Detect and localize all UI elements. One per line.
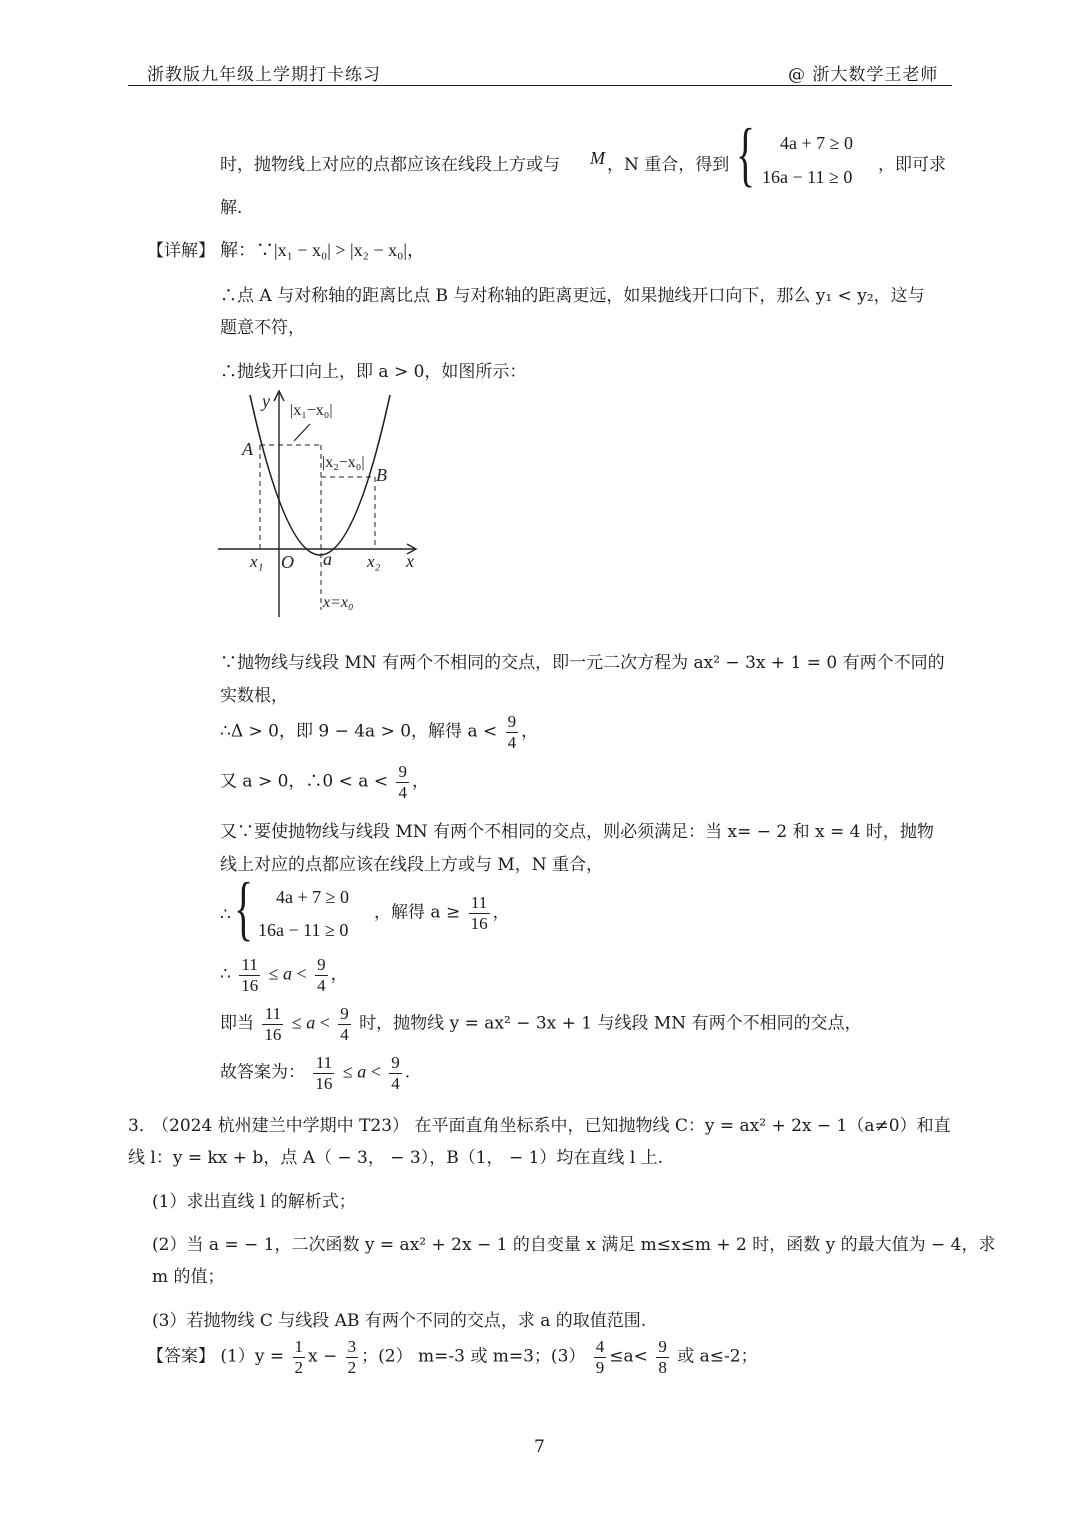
detail-tag: 【详解】 (147, 241, 215, 261)
sol-line4a: 又∵要使抛物线与线段 MN 有两个不相同的交点，则必须满足：当 x= − 2 和 x = 4 时，抛物 (220, 822, 934, 842)
header-left: 浙教版九年级上学期打卡练习 (147, 65, 381, 85)
brace-1: { (736, 114, 756, 194)
sol-line1b: 实数根， (220, 686, 288, 706)
problem3-number: 3． (128, 1116, 156, 1136)
detail-line1: 解：∵|x₁ − x₀| > |x₂ − x₀|， (220, 240, 425, 260)
sol-line2: ∴Δ > 0，即 9 − 4a > 0，解得 a < $\frac{9}{4}$ ， (220, 712, 539, 752)
problem3-line2: 线 l：y = kx + b，点 A（ − 3， − 3），B（1， − 1）均在直线 l 上. (128, 1148, 664, 1168)
detail-line2a: ∴点 A 与对称轴的距离比点 B 与对称轴的距离更远，如果抛线开口向下，那么 y₁ < y₂，这与 (220, 286, 925, 306)
intro-line1-post: ，即可求 (878, 155, 946, 175)
frac-11-16-d: $\frac{11}{16}$ (315, 1053, 333, 1093)
intro-sys2: 16a − 11 ≥ 0 (762, 167, 853, 187)
intro-line1-mid: ，N 重合，得到 (607, 155, 730, 175)
sol5-sys1: 4a + 7 ≥ 0 (276, 887, 350, 907)
sol-line1a: ∵抛物线与线段 MN 有两个不相同的交点，即一元二次方程为 ax² − 3x + 1 = 0 有两个不同的 (220, 653, 945, 673)
sol5-sys2: 16a − 11 ≥ 0 (258, 920, 349, 940)
label-dist2: |x₂−x₀| (322, 454, 365, 471)
label-O: O (281, 552, 294, 572)
frac-9-8: $\frac{9}{8}$ (658, 1337, 667, 1377)
problem3-q1: (1）求出直线 l 的解析式； (152, 1192, 356, 1212)
sol-line8: 故答案为： $\frac{11}{16}$ ≤ a < $\frac{9}{4}$ . (220, 1053, 411, 1093)
detail-line3: ∴抛线开口向上，即 a > 0，如图所示： (220, 362, 527, 382)
header-rule (128, 85, 952, 86)
problem3-q3: (3）若抛物线 C 与线段 AB 有两个不同的交点，求 a 的取值范围. (152, 1311, 647, 1331)
problem3-q2b: m 的值； (152, 1267, 225, 1287)
sol5-post: ，解得 a ≥ $\frac{11}{16}$ ， (374, 893, 510, 933)
label-x1: x₁ (250, 552, 264, 571)
problem3-q2a: (2）当 a = − 1，二次函数 y = ax² + 2x − 1 的自变量 x 满足 m≤x≤m + 2 时，函数 y 的最大值为 − 4，求 (152, 1235, 996, 1255)
label-a: a (323, 549, 332, 569)
frac-9-4-b: $\frac{9}{4}$ (398, 762, 407, 802)
label-x: x (406, 551, 414, 571)
brace-2: { (234, 868, 254, 948)
frac-11-16-c: $\frac{11}{16}$ (264, 1004, 282, 1044)
intro-M: M (590, 148, 605, 168)
label-axis: x=x₀ (323, 594, 354, 611)
sol-line6: ∴ $\frac{11}{16}$ ≤ a < $\frac{9}{4}$ ， (220, 955, 348, 995)
pointer-line (294, 424, 310, 441)
frac-1-2: $\frac{1}{2}$ (294, 1337, 304, 1377)
sol-line3: 又 a > 0，∴0 < a < $\frac{9}{4}$ ， (220, 762, 429, 802)
intro-sys1: 4a + 7 ≥ 0 (780, 133, 854, 153)
label-B: B (376, 465, 387, 485)
label-A: A (242, 439, 253, 459)
header-right: @ 浙大数学王老师 (788, 65, 939, 85)
label-dist1: |x₁−x₀| (290, 402, 333, 419)
frac-11-16-a: $\frac{11}{16}$ (470, 893, 488, 933)
answer-tag: 【答案】 (147, 1346, 215, 1367)
frac-3-2: $\frac{3}{2}$ (347, 1337, 357, 1377)
frac-9-4-a: $\frac{9}{4}$ (507, 712, 517, 752)
problem3-line1: （2024 杭州建兰中学期中 T23） 在平面直角坐标系中，已知抛物线 C：y = ax² + 2x − 1（a≠0）和直 (152, 1116, 951, 1136)
intro-line2: 解. (220, 198, 243, 218)
frac-4-9: $\frac{4}{9}$ (595, 1337, 605, 1377)
frac-9-4-c: $\frac{9}{4}$ (317, 955, 326, 995)
parabola-curve (250, 395, 390, 555)
label-x2: x₂ (367, 552, 381, 571)
answer-line: 【答案】 (1）y = $\frac{1}{2}$ x − $\frac{3}{2}$ ；(2） m=-3 或 m=3；(3） $\frac{4}{9}$ ≤a< $\frac{9}{8}$ 或 a≤-2； (147, 1337, 758, 1377)
intro-line1-pre: 时，抛物线上对应的点都应该在线段上方或与 (220, 155, 560, 175)
sol-line4b: 线上对应的点都应该在线段上方或与 M，N 重合， (220, 855, 604, 875)
sol5-pre: ∴ (220, 905, 231, 925)
page-number: 7 (534, 1437, 545, 1457)
frac-9-4-e: $\frac{9}{4}$ (391, 1053, 400, 1093)
parabola-figure (210, 385, 430, 625)
detail-line2b: 题意不符， (220, 318, 305, 338)
sol-line7: 即当 $\frac{11}{16}$ ≤ a < $\frac{9}{4}$ 时，抛物线 y = ax² − 3x + 1 与线段 MN 有两个不相同的交点， (220, 1004, 862, 1044)
frac-9-4-d: $\frac{9}{4}$ (340, 1004, 349, 1044)
label-y: y (262, 391, 270, 411)
frac-11-16-b: $\frac{11}{16}$ (241, 955, 259, 995)
